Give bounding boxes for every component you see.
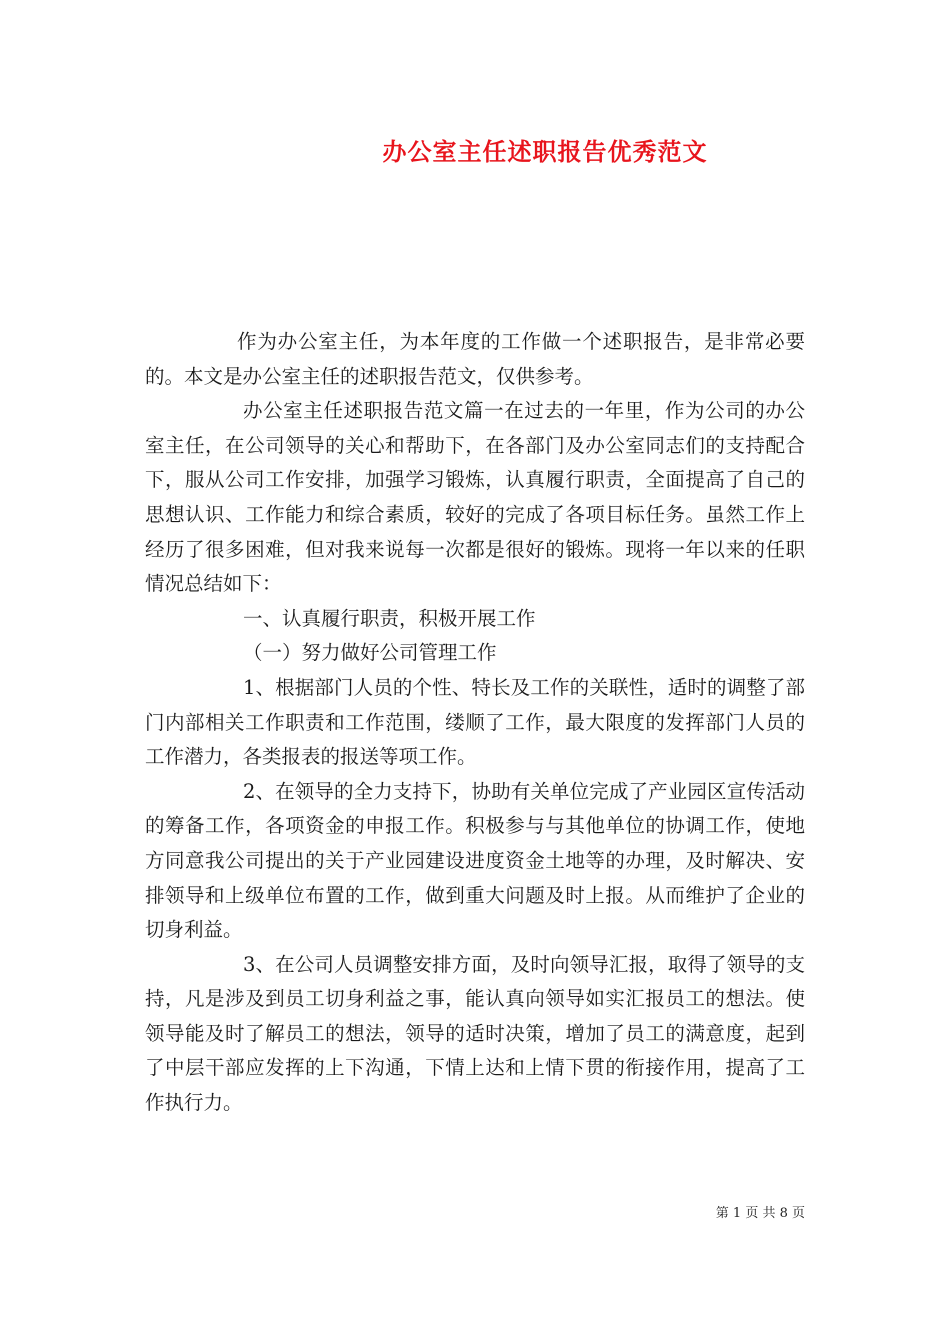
paragraph-overview: 办公室主任述职报告范文篇一在过去的一年里，作为公司的办公室主任，在公司领导的关心和帮助下，在各部门及办公室同志们的支持配合下，服从公司工作安排，加强学习锻炼，认真履行职责，全面提高了自己的思想认识、工作能力和综合素质，较好的完成了各项目标任务。虽然工作上经历了很多困难，但对我来说每一次都是很好的锻炼。现将一年以来的任职情况总结如下： xyxy=(145,399,805,596)
paragraph-intro: 作为办公室主任，为本年度的工作做一个述职报告，是非常必要的。本文是办公室主任的述职报告范文，仅供参考。 xyxy=(145,330,805,388)
list-item-1: 1、根据部门人员的个性、特长及工作的关联性，适时的调整了部门内部相关工作职责和工作范围，缕顺了工作，最大限度的发挥部门人员的工作潜力，各类报表的报送等项工作。 xyxy=(145,675,805,769)
list-item-3: 3、在公司人员调整安排方面，及时向领导汇报，取得了领导的支持，凡是涉及到员工切身利益之事，能认真向领导如实汇报员工的想法。使领导能及时了解员工的想法，领导的适时决策，增加了员工的满意度，起到了中层干部应发挥的上下沟通，下情上达和上情下贯的衔接作用，提高了工作执行力。 xyxy=(145,952,805,1115)
list-item-2: 2、在领导的全力支持下，协助有关单位完成了产业园区宣传活动的筹备工作，各项资金的申报工作。积极参与与其他单位的协调工作，使地方同意我公司提出的关于产业园建设进度资金土地等的办理，及时解决、安排领导和上级单位布置的工作，做到重大问题及时上报。从而维护了企业的切身利益。 xyxy=(145,779,805,942)
subsection-heading-1: （一）努力做好公司管理工作 xyxy=(243,641,497,665)
section-heading-1: 一、认真履行职责，积极开展工作 xyxy=(243,606,536,630)
document-title: 办公室主任述职报告优秀范文 xyxy=(382,137,708,166)
document-body xyxy=(145,325,805,1121)
page-number: 第 1 页 共 8 页 xyxy=(715,1206,805,1221)
